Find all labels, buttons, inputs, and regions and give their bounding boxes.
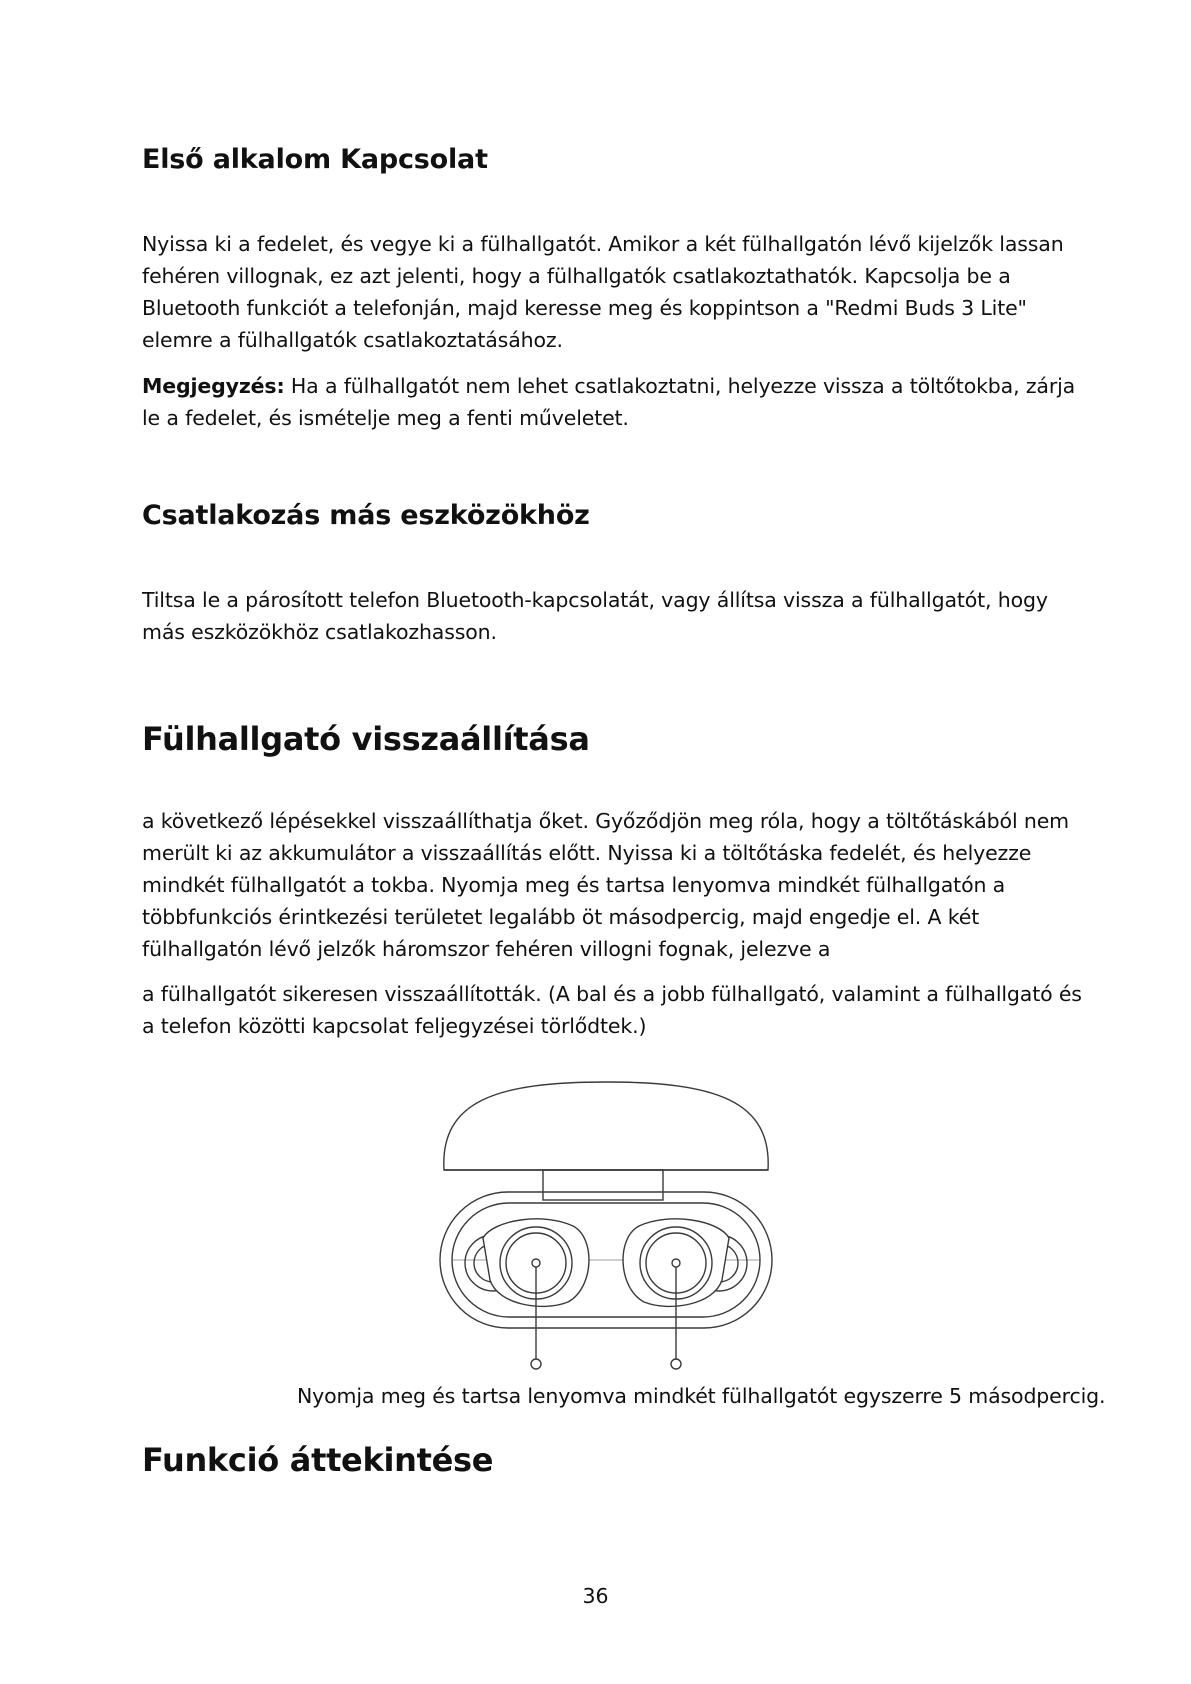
case-hinge — [543, 1170, 663, 1200]
section-heading-other-devices: Csatlakozás más eszközökhöz — [142, 500, 590, 531]
section-heading-function-overview: Funkció áttekintése — [142, 1441, 494, 1479]
note-paragraph — [142, 370, 1082, 434]
section-heading-reset: Fülhallgató visszaállítása — [142, 720, 590, 758]
note-text: Ha a fülhallgatót nem lehet csatlakoztatni, helyezze vissza a töltőtokba, zárja le a fedelet, és ismételje meg a fenti műveletet. — [142, 374, 1076, 430]
other-devices-paragraph: Tiltsa le a párosított telefon Bluetooth-kapcsolatát, vagy állítsa vissza a fülhallgatót, hogy más eszközökhöz csatlakozhasson. — [142, 588, 1048, 644]
case-lid — [444, 1082, 768, 1170]
first-connection-paragraph: Nyissa ki a fedelet, és vegye ki a fülhallgatót. Amikor a két fülhallgatón lévő kijelzők lassan fehéren villognak, ez azt jelenti, hogy a fülhallgatók csatlakoztathatók. Kapcsolja be a Bluetooth funkciót a telefonján, majd keresse meg és koppintson a "Redmi Buds 3 Lite" elemre a fülhallgatók csatlakoztatásához. — [142, 232, 1064, 352]
reset-paragraph-1: a következő lépésekkel visszaállíthatja őket. Győződjön meg róla, hogy a töltőtáskából nem merült ki az akkumulátor a visszaállítás előtt. Nyissa ki a töltőtáska fedelét, és helyezze mindkét fülhallgatót a tokba. Nyomja meg és tartsa lenyomva mindkét fülhallgatón a többfunkciós érintkezési területet legalább öt másodpercig, majd engedje el. A két fülhallgatón lévő jelzők háromszor fehéren villogni fognak, jelezve a — [142, 809, 1069, 961]
illustration-caption: Nyomja meg és tartsa lenyomva mindkét fülhallgatót egyszerre 5 másodpercig. — [297, 1384, 1106, 1408]
right-earbud — [623, 1219, 747, 1369]
section-heading-first-connection: Első alkalom Kapcsolat — [142, 144, 488, 175]
reset-paragraph-2: a fülhallgatót sikeresen visszaállították. (A bal és a jobb fülhallgató, valamint a fülhallgató és a telefon közötti kapcsolat feljegyzései törlődtek.) — [142, 982, 1082, 1038]
note-label: Megjegyzés: — [142, 374, 285, 398]
earbuds-case-illustration — [438, 1080, 774, 1370]
page-number: 36 — [582, 1584, 609, 1608]
left-earbud — [465, 1219, 589, 1369]
